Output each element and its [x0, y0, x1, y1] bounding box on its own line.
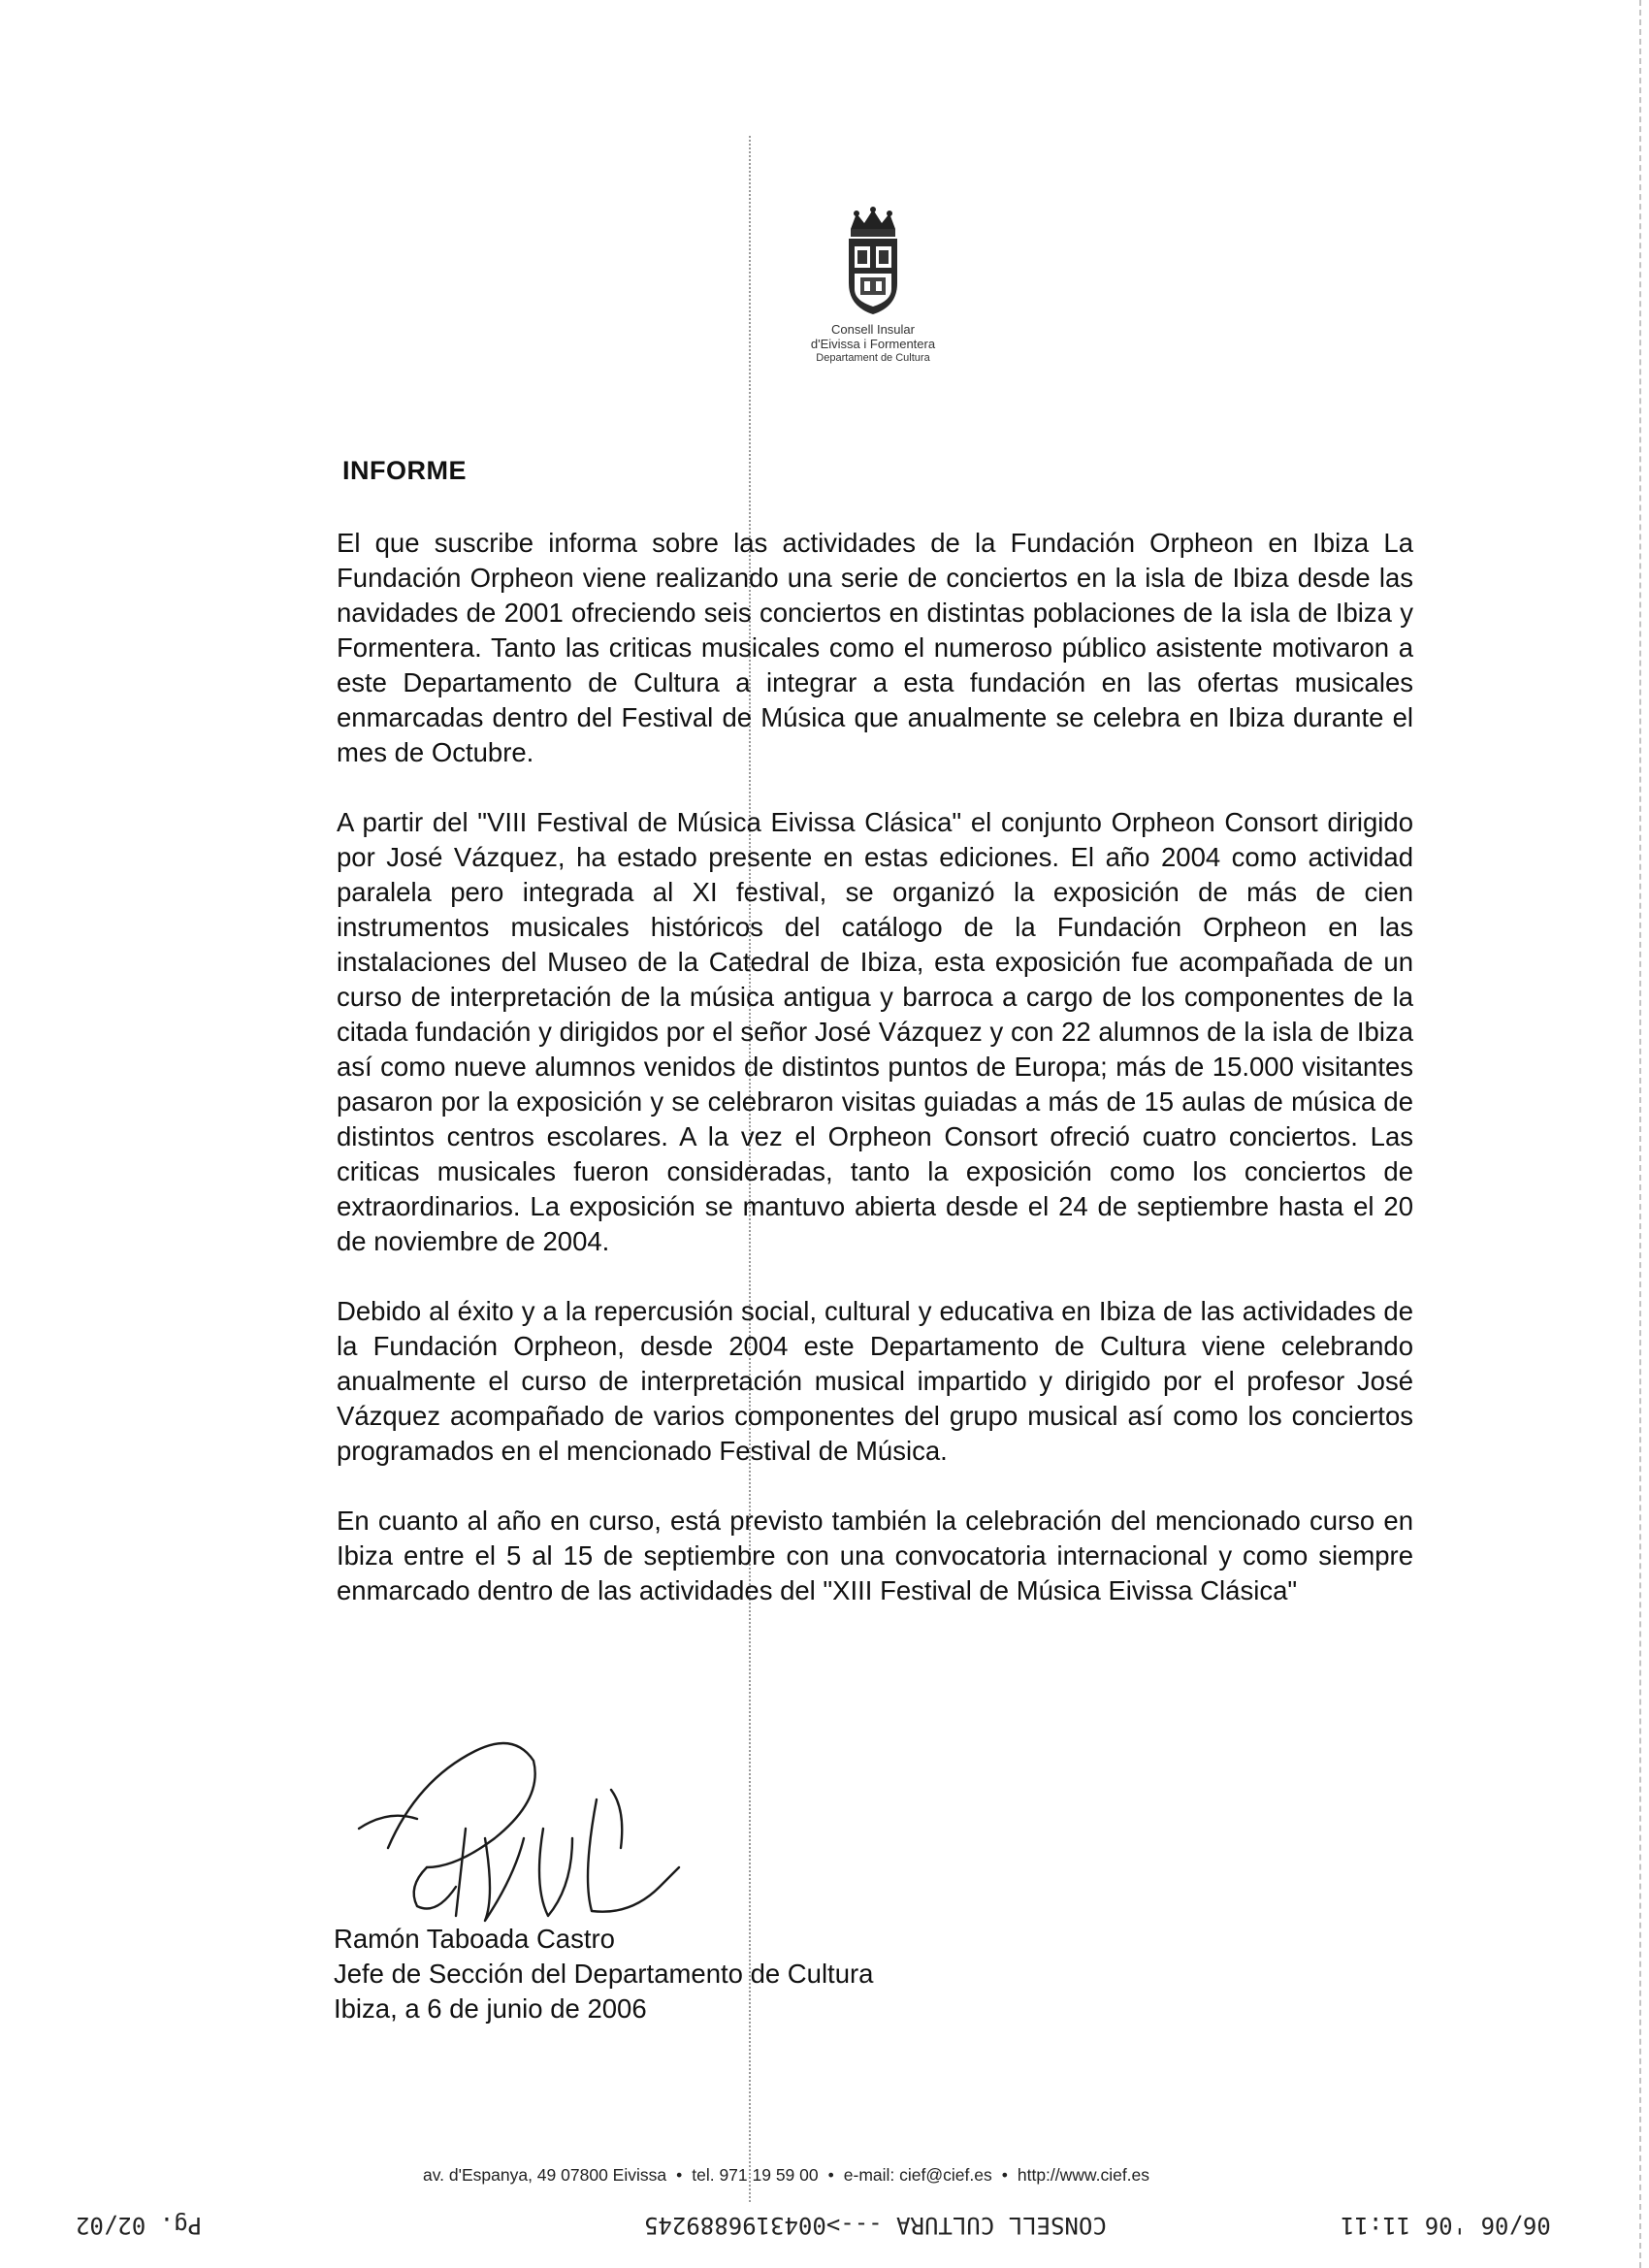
coat-of-arms-icon	[843, 206, 903, 318]
signer-name: Ramón Taboada Castro	[334, 1924, 615, 1954]
footer-web: http://www.cief.es	[1017, 2165, 1150, 2185]
signature-block	[334, 1922, 873, 2026]
fax-sender-number: CONSELL CULTURA --->0043196889245	[644, 2212, 1107, 2239]
org-department: Departament de Cultura	[816, 352, 930, 364]
handwritten-signature	[349, 1722, 718, 1935]
paragraph-1: El que suscribe informa sobre las actividades de la Fundación Orpheon en Ibiza La Fundación Orpheon viene realizando una serie de conciertos en la isla de Ibiza desde las navidades de 2001 ofreciendo seis conciertos en distintas poblaciones de la isla de Ibiza y Formentera. Tanto las criticas musicales como el numeroso público asistente motivaron a este Departamento de Cultura a integrar a esta fundación en las ofertas musicales enmarcadas dentro del Festival de Música que anualmente se celebra en Ibiza durante el mes de Octubre.	[337, 528, 1413, 767]
fax-page-count: Pg. 02/02	[76, 2212, 203, 2239]
org-name-line1: Consell Insular	[831, 322, 915, 337]
document-body	[337, 526, 1413, 1643]
paragraph-4: En cuanto al año en curso, está previsto también la celebración del mencionado curso en Ibiza entre el 5 al 15 de septiembre con una convocatoria internacional y como siempre enmarcado dentro de las actividades del "XIII Festival de Música Eivissa Clásica"	[337, 1506, 1413, 1605]
document-heading: INFORME	[342, 456, 467, 485]
footer-phone: tel. 971 19 59 00	[692, 2165, 819, 2185]
place-date: Ibiza, a 6 de junio de 2006	[334, 1993, 647, 2024]
footer-address: av. d'Espanya, 49 07800 Eivissa	[423, 2165, 667, 2185]
paragraph-2: A partir del "VIII Festival de Música Eivissa Clásica" el conjunto Orpheon Consort dirigido por José Vázquez, ha estado presente en estas ediciones. El año 2004 como actividad paralela pero integrada al XI festival, se organizó la exposición de más de cien instrumentos musicales históricos del catálogo de la Fundación Orpheon en las instalaciones del Museo de la Catedral de Ibiza, esta exposición fue acompañada de un curso de interpretación de la música antigua y barroca a cargo de los componentes de la citada fundación y dirigidos por el señor José Vázquez y con 22 alumnos de la isla de Ibiza así como nueve alumnos venidos de distintos puntos de Europa; más de 15.000 visitantes pasaron por la exposición y se celebraron visitas guiadas a más de 15 aulas de música de distintos centros escolares. A la vez el Orpheon Consort ofreció cuatro conciertos. Las criticas musicales fueron consideradas, tanto la exposición como los conciertos de extraordinarios. La exposición se mantuvo abierta desde el 24 de septiembre hasta el 20 de noviembre de 2004.	[337, 807, 1413, 1256]
org-name-line2: d'Eivissa i Formentera	[810, 337, 936, 351]
fax-date-time: 06/06 '06 11:11	[1341, 2212, 1551, 2239]
footer-email: e-mail: cief@cief.es	[843, 2165, 992, 2185]
paragraph-3: Debido al éxito y a la repercusión social, cultural y educativa en Ibiza de las actividades de la Fundación Orpheon, desde 2004 este Departamento de Cultura viene celebrando anualmente el curso de interpretación musical impartido y dirigido por el profesor José Vázquez acompañado de varios componentes del grupo musical así como los conciertos programados en el mencionado Festival de Música.	[337, 1296, 1413, 1466]
letterhead	[776, 206, 970, 366]
signer-title: Jefe de Sección del Departamento de Cultura	[334, 1959, 874, 1989]
scan-edge-line	[1639, 0, 1641, 2268]
letterhead-footer: av. d'Espanya, 49 07800 Eivissa • tel. 971 19 59 00 • e-mail: cief@cief.es • http://www.cief.es	[423, 2165, 1150, 2185]
fax-transmission-header	[0, 2202, 1649, 2251]
